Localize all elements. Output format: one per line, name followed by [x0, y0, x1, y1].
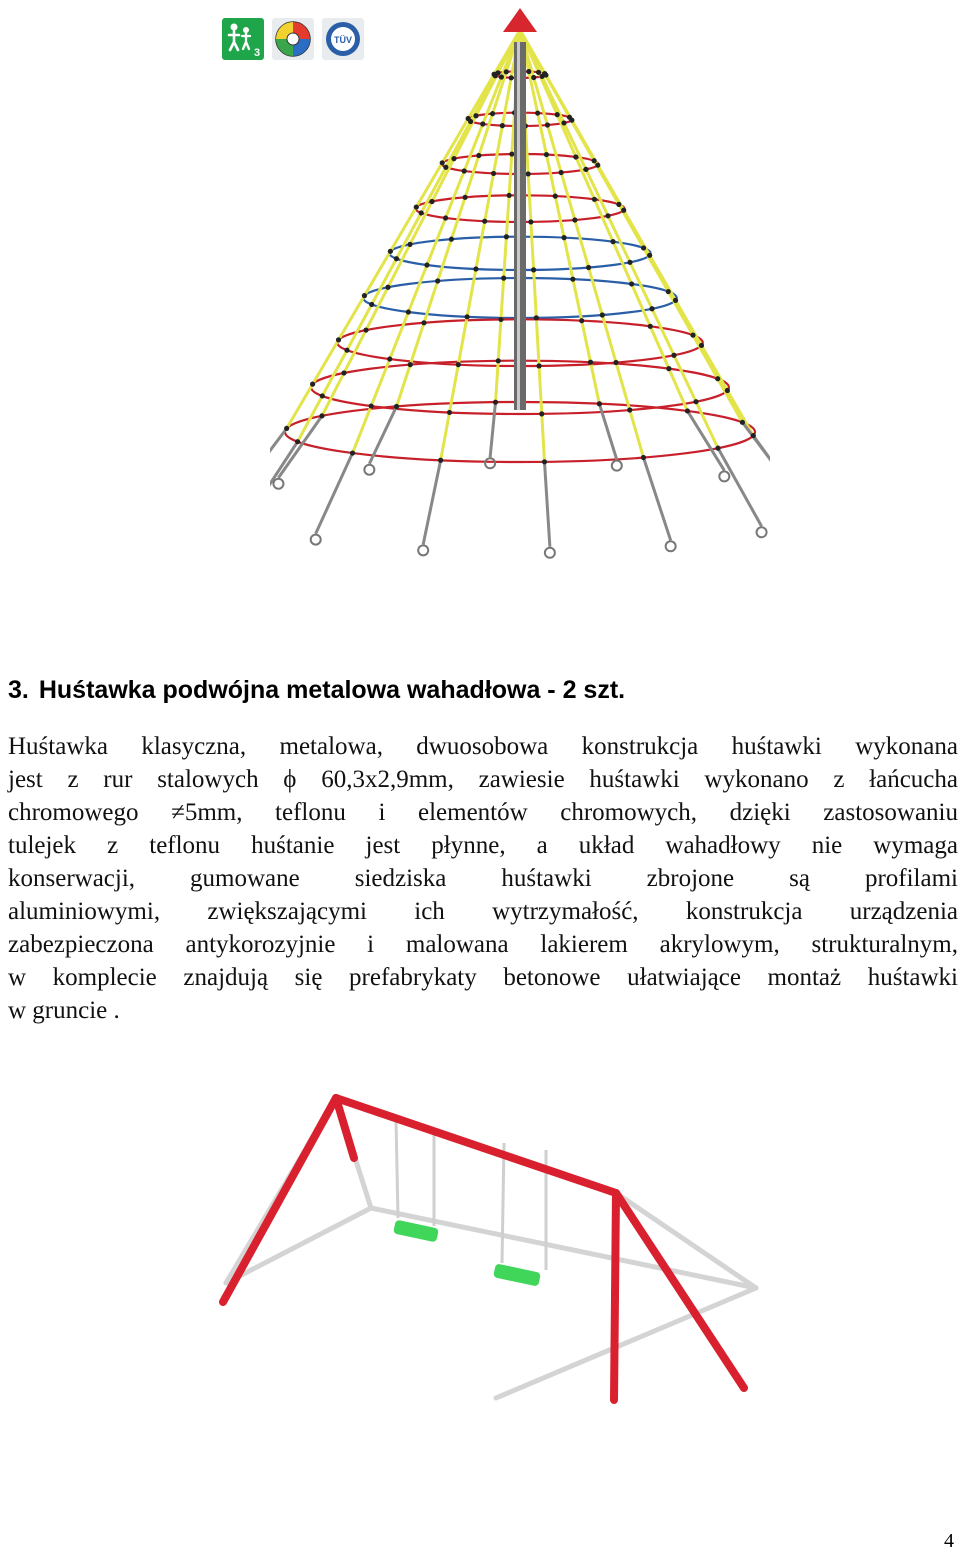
- net-knot: [388, 249, 393, 254]
- net-knot: [586, 265, 591, 270]
- net-knot: [647, 253, 652, 258]
- net-knot: [545, 122, 550, 127]
- anchor-ring: [364, 465, 374, 475]
- net-knot: [555, 112, 560, 117]
- net-knot: [408, 362, 413, 367]
- net-knot: [507, 193, 512, 198]
- net-knot: [362, 293, 367, 298]
- section-heading: [8, 676, 625, 705]
- net-knot: [493, 400, 498, 405]
- net-knot: [534, 315, 539, 320]
- anchor-ring: [757, 527, 767, 537]
- net-knot: [526, 171, 531, 176]
- anchor-cable: [544, 462, 549, 547]
- net-knot: [526, 69, 531, 74]
- net-knot: [320, 393, 325, 398]
- net-knot: [666, 366, 671, 371]
- rope-pyramid-illustration: [270, 2, 770, 592]
- net-knot: [476, 153, 481, 158]
- net-knot: [561, 235, 566, 240]
- net-knot: [369, 403, 374, 408]
- net-knot: [482, 219, 487, 224]
- net-knot: [597, 401, 602, 406]
- net-knot: [536, 70, 541, 75]
- anchor-ring: [666, 541, 676, 551]
- net-knot: [369, 302, 374, 307]
- net-knot: [449, 237, 454, 242]
- net-knot: [310, 382, 315, 387]
- net-knot: [583, 167, 588, 172]
- description-line: w komplecie znajdują się prefabrykaty betonowe ułatwiające montaż huśtawki: [8, 964, 958, 991]
- description-line: zabezpieczona antykorozyjnie i malowana lakierem akrylowym, strukturalnym,: [8, 931, 958, 958]
- net-knot: [509, 151, 514, 156]
- net-knot: [443, 215, 448, 220]
- net-knot: [579, 318, 584, 323]
- net-knot: [421, 320, 426, 325]
- net-knot: [350, 450, 355, 455]
- net-knot: [424, 262, 429, 267]
- net-knot: [462, 168, 467, 173]
- net-knot: [531, 267, 536, 272]
- net-knot: [595, 163, 600, 168]
- net-knot: [394, 256, 399, 261]
- tuv-badge-label: TÜV: [334, 35, 352, 45]
- description-line: Huśtawka klasyczna, metalowa, dwuosobowa konstrukcja huśtawki wykonana: [8, 733, 958, 760]
- anchor-ring: [545, 548, 555, 558]
- net-knot: [435, 278, 440, 283]
- anchor-cable: [369, 406, 396, 463]
- net-knot: [616, 202, 621, 207]
- anchor-cable: [643, 458, 670, 541]
- net-rope: [520, 30, 687, 411]
- net-knot: [466, 116, 471, 121]
- description-line: chromowego ≠5mm, teflonu i elementów chromowych, dzięki zastosowaniu: [8, 799, 958, 826]
- net-knot: [341, 370, 346, 375]
- net-knot: [544, 152, 549, 157]
- net-knot: [501, 276, 506, 281]
- net-knot: [685, 408, 690, 413]
- anchor-ring: [418, 545, 428, 555]
- net-knot: [336, 337, 341, 342]
- swing-seat: [493, 1263, 541, 1286]
- anchor-ring: [485, 458, 495, 468]
- net-knot: [499, 74, 504, 79]
- net-knot: [666, 289, 671, 294]
- net-knot: [627, 260, 632, 265]
- net-knot: [504, 234, 509, 239]
- net-knot: [671, 353, 676, 358]
- net-rope: [397, 30, 520, 406]
- net-knot: [715, 446, 720, 451]
- net-knot: [394, 404, 399, 409]
- net-knot: [407, 242, 412, 247]
- net-knot: [641, 455, 646, 460]
- anchor-ring: [612, 461, 622, 471]
- net-knot: [725, 388, 730, 393]
- net-knot: [480, 121, 485, 126]
- net-knot: [592, 197, 597, 202]
- net-knot: [284, 426, 289, 431]
- net-knot: [295, 439, 300, 444]
- double-swing-illustration: [196, 1078, 766, 1408]
- product-description: [8, 730, 958, 1027]
- net-rope: [287, 30, 520, 428]
- net-knot: [573, 154, 578, 159]
- net-knot: [559, 170, 564, 175]
- net-knot: [673, 298, 678, 303]
- net-knot: [621, 208, 626, 213]
- net-knot: [363, 327, 368, 332]
- net-knot: [542, 71, 547, 76]
- page-number: 4: [944, 1530, 954, 1552]
- net-knot: [627, 407, 632, 412]
- swing-back-frame: [226, 1098, 756, 1398]
- net-knot: [319, 413, 324, 418]
- net-knot: [500, 123, 505, 128]
- net-knot: [690, 333, 695, 338]
- net-knot: [429, 199, 434, 204]
- net-rope: [441, 30, 520, 460]
- anchor-ring: [719, 471, 729, 481]
- net-knot: [570, 277, 575, 282]
- net-knot: [536, 363, 541, 368]
- net-knot: [751, 433, 756, 438]
- net-knot: [419, 210, 424, 215]
- description-line: tulejek z teflonu huśtanie jest płynne, a układ wahadłowy nie wymaga: [8, 832, 958, 859]
- description-line: konserwacji, gumowane siedziska huśtawki zbrojone są profilami: [8, 865, 958, 892]
- net-knot: [605, 213, 610, 218]
- swing-front-frame: [223, 1098, 744, 1400]
- net-knot: [473, 266, 478, 271]
- net-knot: [451, 156, 456, 161]
- net-knot: [490, 111, 495, 116]
- net-knot: [509, 75, 514, 80]
- net-knot: [498, 317, 503, 322]
- net-knot: [531, 75, 536, 80]
- anchor-cable: [742, 422, 770, 487]
- age-3-badge-icon: [222, 18, 264, 60]
- net-knot: [641, 245, 646, 250]
- net-knot: [629, 281, 634, 286]
- description-line: jest z rur stalowych ϕ 60,3x2,9mm, zawiesie huśtawki wykonano z łańcucha: [8, 766, 958, 793]
- net-knot: [344, 348, 349, 353]
- net-knot: [648, 324, 653, 329]
- net-knot: [528, 219, 533, 224]
- net-knot: [693, 399, 698, 404]
- net-knot: [699, 343, 704, 348]
- anchor-ring: [273, 479, 283, 489]
- net-knot: [649, 306, 654, 311]
- net-knot: [443, 165, 448, 170]
- net-knot: [740, 420, 745, 425]
- net-knot: [387, 356, 392, 361]
- description-line: w gruncie .: [8, 997, 120, 1024]
- age-badge-number: 3: [254, 47, 261, 59]
- net-knot: [600, 312, 605, 317]
- net-knot: [542, 459, 547, 464]
- anchor-cable: [718, 448, 762, 526]
- net-knot: [715, 376, 720, 381]
- net-knot: [613, 360, 618, 365]
- net-knot: [572, 217, 577, 222]
- anchor-cable: [316, 453, 353, 534]
- net-knot: [440, 160, 445, 165]
- pole-highlight: [517, 42, 520, 410]
- net-knot: [567, 115, 572, 120]
- net-knot: [610, 239, 615, 244]
- net-knot: [553, 194, 558, 199]
- net-knot: [491, 171, 496, 176]
- net-knot: [504, 69, 509, 74]
- section-number: 3.: [8, 676, 29, 704]
- anchor-ring: [311, 535, 321, 545]
- net-knot: [495, 70, 500, 75]
- description-line: aluminiowymi, zwiększającymi ich wytrzymałość, konstrukcja urządzenia: [8, 898, 958, 925]
- anchor-cable: [490, 402, 495, 457]
- net-knot: [465, 314, 470, 319]
- net-knot: [473, 113, 478, 118]
- net-knot: [385, 285, 390, 290]
- net-ring: [285, 402, 755, 462]
- net-rope: [322, 30, 520, 416]
- net-knot: [463, 195, 468, 200]
- net-knot: [496, 358, 501, 363]
- net-knot: [539, 411, 544, 416]
- net-rope: [520, 30, 742, 422]
- section-title: Huśtawka podwójna metalowa wahadłowa - 2 szt.: [38, 676, 626, 704]
- net-knot: [447, 410, 452, 415]
- net-knot: [535, 110, 540, 115]
- net-knot: [561, 120, 566, 125]
- net-knot: [414, 204, 419, 209]
- net-knot: [592, 158, 597, 163]
- anchor-cable: [270, 442, 298, 517]
- net-knot: [438, 458, 443, 463]
- net-knot: [588, 360, 593, 365]
- net-rope: [520, 30, 718, 448]
- anchor-cable: [423, 460, 440, 544]
- apex-cap: [503, 8, 537, 32]
- net-knot: [456, 362, 461, 367]
- net-knot: [406, 309, 411, 314]
